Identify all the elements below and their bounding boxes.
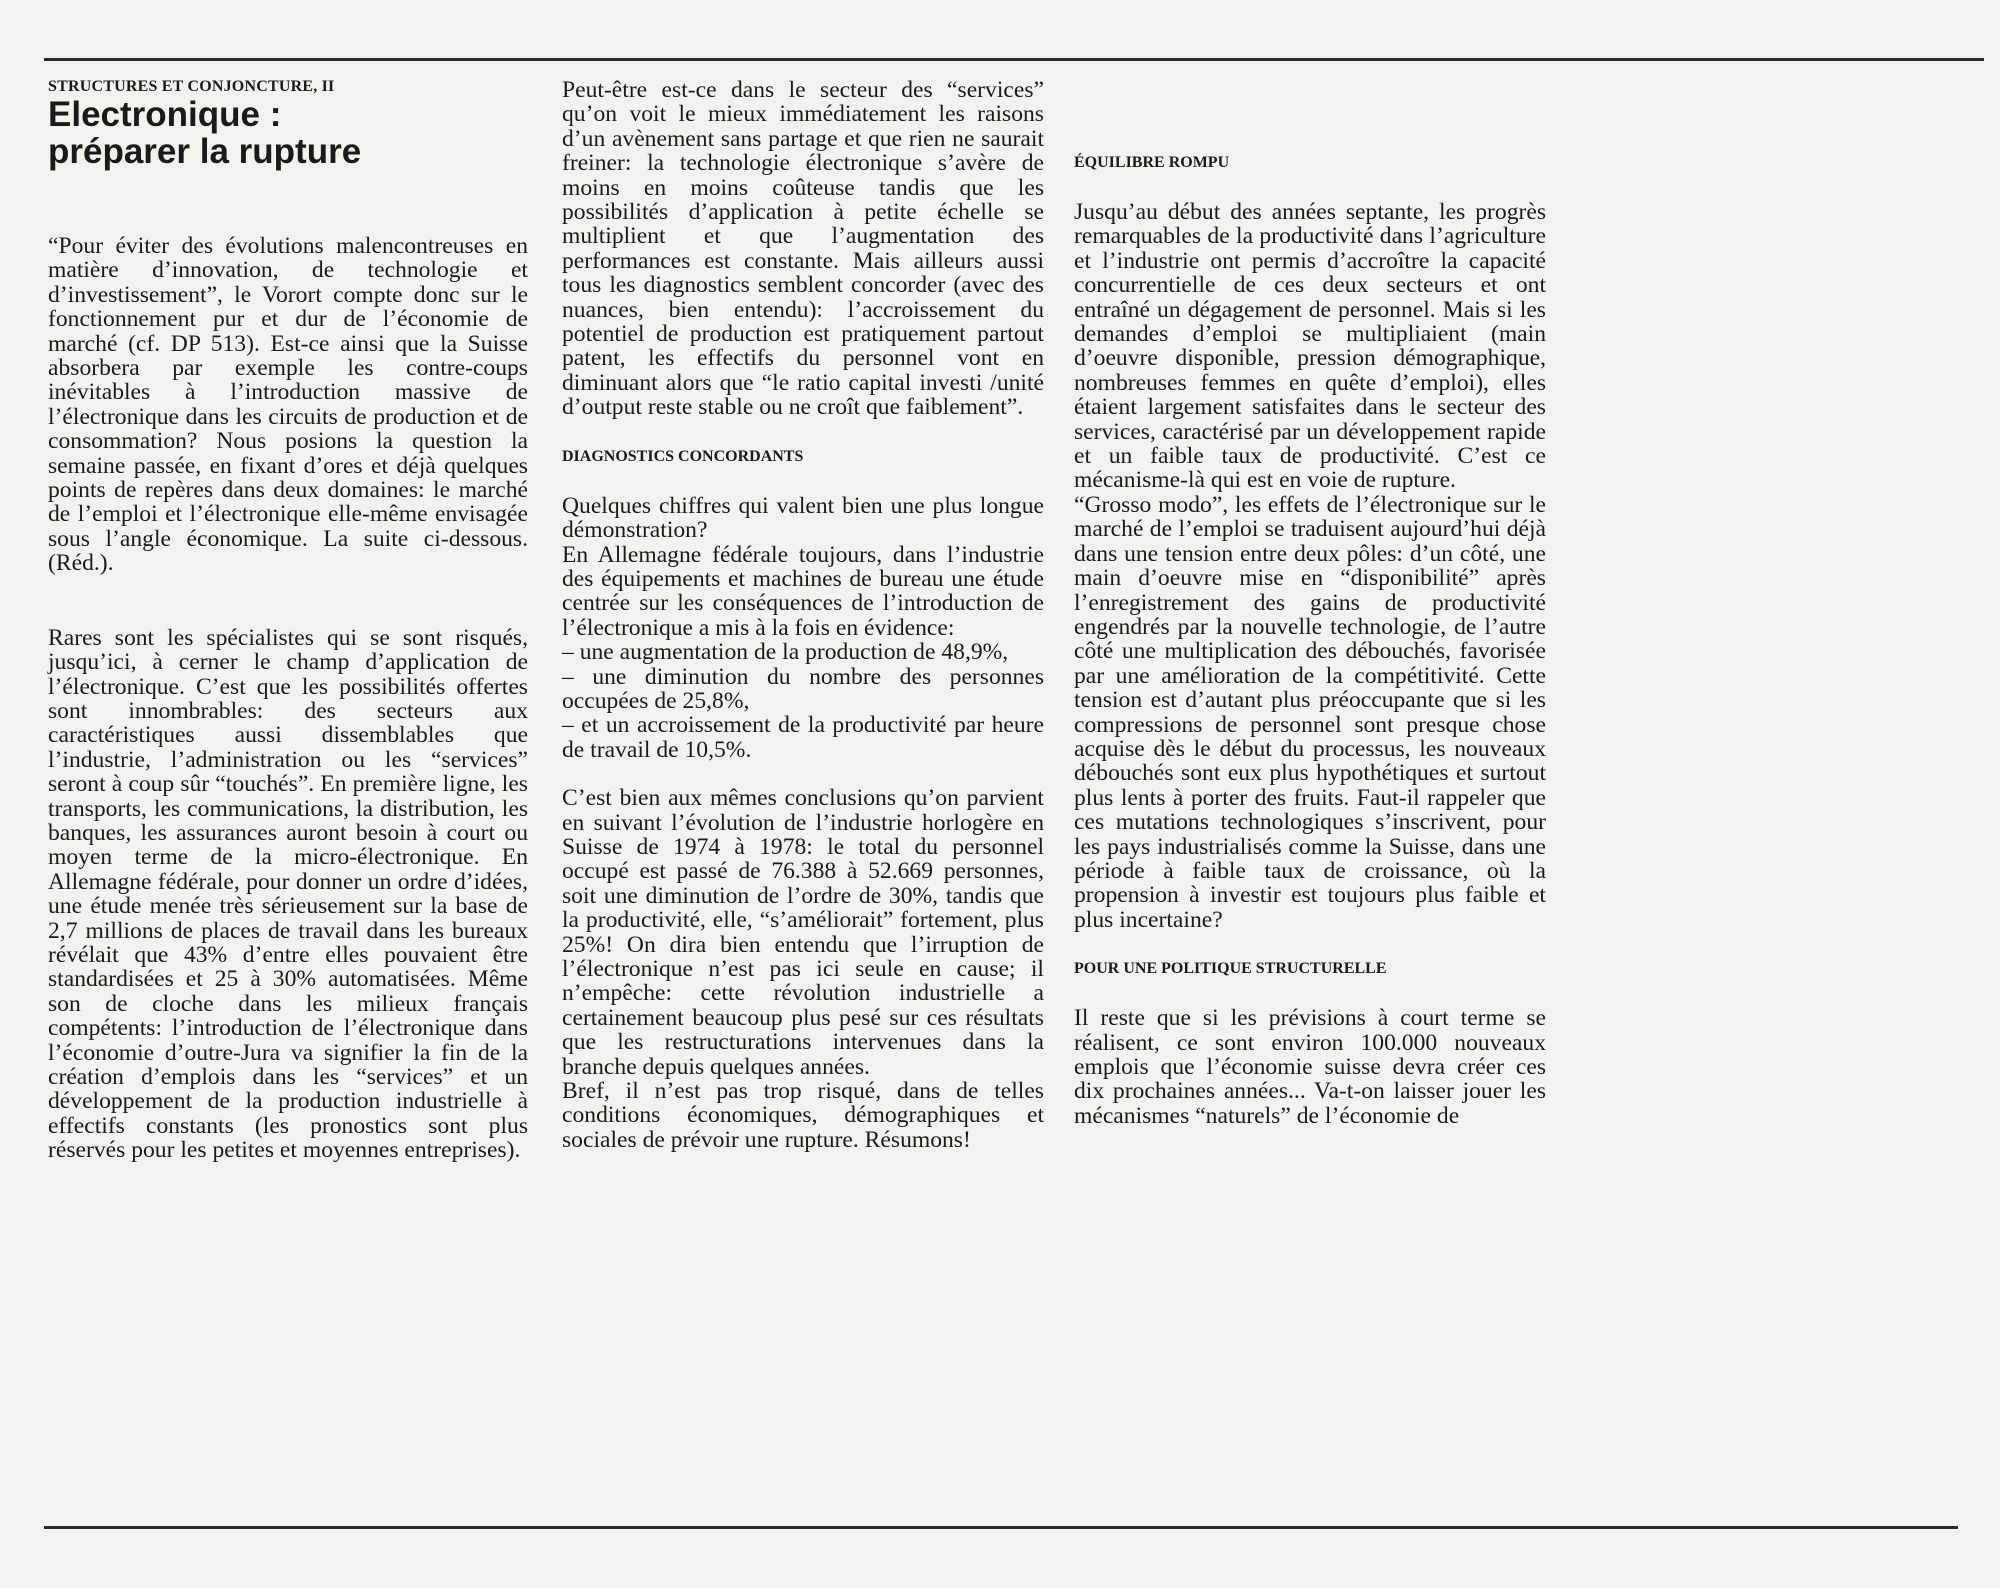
bottom-rule: [44, 1526, 1958, 1529]
list-item-3: – et un accroissement de la productivité par heure de travail de 10,5%.: [562, 712, 1044, 763]
top-rule: [44, 58, 1984, 61]
title-line-1: Electronique :: [48, 95, 282, 134]
paragraph-3a: Quelques chiffres qui valent bien une plus longue démonstration?: [562, 492, 1044, 544]
paragraph-2: Peut-être est-ce dans le secteur des “services” qu’on voit le mieux immédiatement les raisons d’un avènement sans partage et que rien ne saurait freiner: la technologie électronique s’avère de moins en moins coûteuse tandis que les possibilités d’application à petite échelle se multiplient et que l’augmentation des performances est constante. Mais ailleurs aussi tous les diagnostics semblent concorder (avec des nuances, bien entendu): l’accroissement du potentiel de production est pratiquement partout patent, les effectifs du personnel vont en diminuant alors que “le ratio capital investi /unité d’output reste stable ou ne croît que faiblement”.: [562, 77, 1044, 421]
paragraph-7: “Grosso modo”, les effets de l’électronique sur le marché de l’emploi se traduisent aujourd’hui déjà dans une tension entre deux pôles: d’un côté, une main d’oeuvre mise en “disponibilité” après l’enregistrement des gains de productivité engendrés par la nouvelle technologie, de l’autre côté une multiplication des débouchés, favorisée par une amélioration de la compétitivité. Cette tension est d’autant plus préoccupante que si les compressions de personnel sont presque chose acquise dès le début du processus, les nouveaux débouchés sont eux plus hypothétiques et surtout plus lents à porter des fruits. Faut-il rappeler que ces mutations technologiques s’inscrivent, pour les pays industrialisés comme la Suisse, dans une période à faible taux de croissance, où la propension à investir est toujours plus faible et plus incertaine?: [1074, 491, 1546, 933]
intro-paragraph: “Pour éviter des évolutions malencontreuses en matière d’innovation, de technologie et d’investissement”, le Vorort compte donc sur le fonctionnement pur et dur de l’économie de marché (cf. DP 513). Est-ce ainsi que la Suisse absorbera par exemple les contre-coups inévitables à l’introduction massive de l’électronique dans les circuits de production et de consommation? Nous posions la question la semaine passée, en fixant d’ores et déjà quelques points de repères dans deux domaines: le marché de l’emploi et l’électronique elle-même envisagée sous l’angle économique. La suite ci-dessous. (Réd.).: [48, 233, 528, 577]
paragraph-3b: En Allemagne fédérale toujours, dans l’industrie des équipements et machines de bureau une étude centrée sur les conséquences de l’introduction de l’électronique a mis à la fois en évidence:: [562, 541, 1044, 641]
subheading-equilibre: ÉQUILIBRE ROMPU: [1074, 154, 1230, 171]
subheading-diagnostics: DIAGNOSTICS CONCORDANTS: [562, 447, 804, 465]
column-2: [562, 78, 1044, 1152]
section-kicker: STRUCTURES ET CONJONCTURE, II: [48, 78, 335, 95]
column-3: [1074, 126, 1546, 1128]
title-line-2: préparer la rupture: [48, 132, 362, 171]
paragraph-4: C’est bien aux mêmes conclusions qu’on parvient en suivant l’évolution de l’industrie horlogère en Suisse de 1974 à 1978: le total du personnel occupé est passé de 76.388 à 52.669 personnes, soit une diminution de l’ordre de 30%, tandis que la productivité, elle, “s’améliorait” fortement, plus 25%! On dira bien entendu que l’irruption de l’électronique n’est pas ici seule en cause; il n’empêche: cette révolution industrielle a certainement beaucoup plus pesé sur ces résultats que les restructurations intervenues dans la branche depuis quelques années.: [562, 785, 1044, 1080]
list-item-2: – une diminution du nombre des personnes occupées de 25,8%,: [562, 663, 1044, 714]
article-title: [48, 96, 528, 170]
paragraph-5: Bref, il n’est pas trop risqué, dans de telles conditions économiques, démographiques et sociales de prévoir une rupture. Résumons!: [562, 1078, 1044, 1153]
paragraph-8: Il reste que si les prévisions à court terme se réalisent, ce sont environ 100.000 nouveaux emplois que l’économie suisse devra créer ces dix prochaines années... Va-t-on laisser jouer les mécanismes “naturels” de l’économie de: [1074, 1005, 1546, 1129]
column-1: [48, 78, 528, 1163]
subheading-politique: POUR UNE POLITIQUE STRUCTURELLE: [1074, 960, 1387, 978]
paragraph-6: Jusqu’au début des années septante, les progrès remarquables de la productivité dans l’agriculture et l’industrie ont permis d’accroître la capacité concurrentielle de ces deux secteurs et ont entraîné un dégagement de personnel. Mais si les demandes d’emploi se multipliaient (main d’oeuvre disponible, pression démographique, nombreuses femmes en quête d’emploi), elles étaient largement satisfaites dans le secteur des services, caractérisé par un développement rapide et un faible taux de productivité. C’est ce mécanisme-là qui est en voie de rupture.: [1074, 199, 1546, 494]
paragraph-1: Rares sont les spécialistes qui se sont risqués, jusqu’ici, à cerner le champ d’application de l’électronique. C’est que les possibilités offertes sont innombrables: des secteurs aux caractéristiques aussi dissemblables que l’industrie, l’administration ou les “services” seront à coup sûr “touchés”. En première ligne, les transports, les communications, la distribution, les banques, les assurances auront besoin à court ou moyen terme de la micro-électronique. En Allemagne fédérale, pour donner un ordre d’idées, une étude menée très sérieusement sur la base de 2,7 millions de places de travail dans les bureaux révélait que 43% d’entre elles pouvaient être standardisées et 25 à 30% automatisées. Même son de cloche dans les milieux français compétents: l’introduction de l’électronique dans l’économie d’outre-Jura va signifier la fin de la création d’emplois dans les “services” et un développement de la production industrielle à effectifs constants (les pronostics sont plus réservés pour les petites et moyennes entreprises).: [48, 624, 528, 1164]
list-item-1: – une augmentation de la production de 48,9%,: [562, 639, 1009, 666]
